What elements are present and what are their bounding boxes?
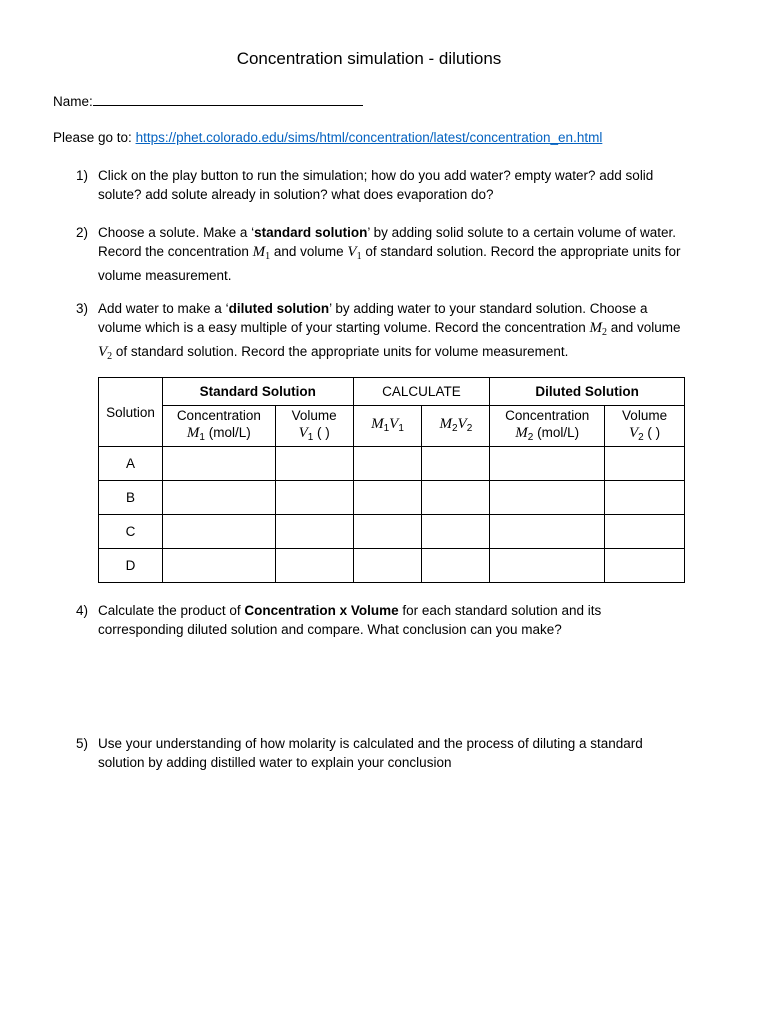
question-number: 3) [76, 301, 89, 316]
table-cell[interactable] [490, 447, 605, 481]
diluted-solution-header: Diluted Solution [490, 378, 685, 406]
table-row [99, 515, 685, 549]
question-number: 4) [76, 603, 89, 618]
question-text: Add water to make a ‘diluted solution’ by adding water to your standard solution. Choose a volume which is a easy multiple of your starting volume. Record the concentration $M_2$ and volume $V_2$ of standard solution. Record the appropriate units for volume measurement. [98, 301, 681, 362]
table-cell[interactable] [162, 549, 275, 583]
table-cell[interactable] [275, 515, 353, 549]
diluted-volume-header: Volume $V_2$ ( ) [605, 406, 685, 447]
concentration-volume-term: Concentration x Volume [244, 603, 399, 618]
question-text: Click on the play button to run the simulation; how do you add water? empty water? add solid solute? add solute already in solution? what does evaporation do? [98, 168, 654, 202]
question-text: Choose a solute. Make a ‘standard solution’ by adding solid solute to a certain volume of water. Record the concentration $M_1$ and volume $V_1$ of standard solution. Record the appropriate units for volume measurement. [98, 225, 681, 283]
table-cell[interactable] [422, 481, 490, 515]
question-number: 5) [76, 736, 89, 751]
question-text: Use your understanding of how molarity is calculated and the process of diluting a standard solution by adding distilled water to explain your conclusion [98, 736, 643, 770]
question-number: 2) [76, 225, 89, 240]
row-label: B [99, 481, 163, 515]
standard-volume-header: Volume $V_1$ ( ) [275, 406, 353, 447]
table-cell[interactable] [353, 447, 422, 481]
table-cell[interactable] [422, 515, 490, 549]
table-cell[interactable] [353, 481, 422, 515]
diluted-solution-term: diluted solution [228, 301, 330, 316]
question-number: 1) [76, 168, 89, 183]
table-cell[interactable] [422, 549, 490, 583]
v1-symbol: $V_1$ [347, 244, 362, 262]
question-2 [76, 223, 688, 285]
dilution-data-table [98, 377, 685, 583]
table-cell[interactable] [275, 447, 353, 481]
table-cell[interactable] [605, 549, 685, 583]
name-field [53, 92, 363, 109]
table-cell[interactable] [605, 481, 685, 515]
row-label: C [99, 515, 163, 549]
standard-solution-term: standard solution [254, 225, 368, 240]
table-cell[interactable] [605, 515, 685, 549]
calculate-header: CALCULATE [353, 378, 490, 406]
question-3 [76, 299, 688, 366]
table-cell[interactable] [162, 481, 275, 515]
table-cell[interactable] [353, 549, 422, 583]
simulation-link[interactable]: https://phet.colorado.edu/sims/html/concentration/latest/concentration_en.html [135, 130, 603, 145]
goto-prefix: Please go to: [53, 130, 136, 145]
table-cell[interactable] [162, 515, 275, 549]
table-row [99, 481, 685, 515]
table-cell[interactable] [490, 515, 605, 549]
table-cell[interactable] [275, 481, 353, 515]
m2-symbol: $M_2$ [589, 320, 607, 338]
table-row [99, 549, 685, 583]
table-cell[interactable] [490, 549, 605, 583]
standard-solution-header: Standard Solution [162, 378, 353, 406]
question-5 [76, 734, 688, 772]
goto-line [53, 130, 602, 145]
table-cell[interactable] [275, 549, 353, 583]
table-cell[interactable] [605, 447, 685, 481]
name-blank-line [93, 92, 363, 106]
row-label: D [99, 549, 163, 583]
question-text: Calculate the product of Concentration x Volume for each standard solution and its corresponding diluted solution and compare. What conclusion can you make? [98, 603, 602, 637]
v2-symbol: $V_2$ [98, 344, 113, 362]
table-cell[interactable] [353, 515, 422, 549]
standard-concentration-header: Concentration $M_1$ (mol/L) [162, 406, 275, 447]
table-cell[interactable] [162, 447, 275, 481]
table-row [99, 447, 685, 481]
m2v2-header: $M_2V_2$ [422, 406, 490, 447]
table-cell[interactable] [490, 481, 605, 515]
question-1 [76, 166, 688, 204]
question-4 [76, 601, 688, 639]
diluted-concentration-header: Concentration $M_2$ (mol/L) [490, 406, 605, 447]
solution-header: Solution [99, 378, 163, 447]
name-label: Name: [53, 94, 93, 109]
m1v1-header: $M_1V_1$ [353, 406, 422, 447]
m1-symbol: $M_1$ [252, 244, 271, 262]
table-cell[interactable] [422, 447, 490, 481]
row-label: A [99, 447, 163, 481]
page-title: Concentration simulation - dilutions [236, 49, 502, 68]
